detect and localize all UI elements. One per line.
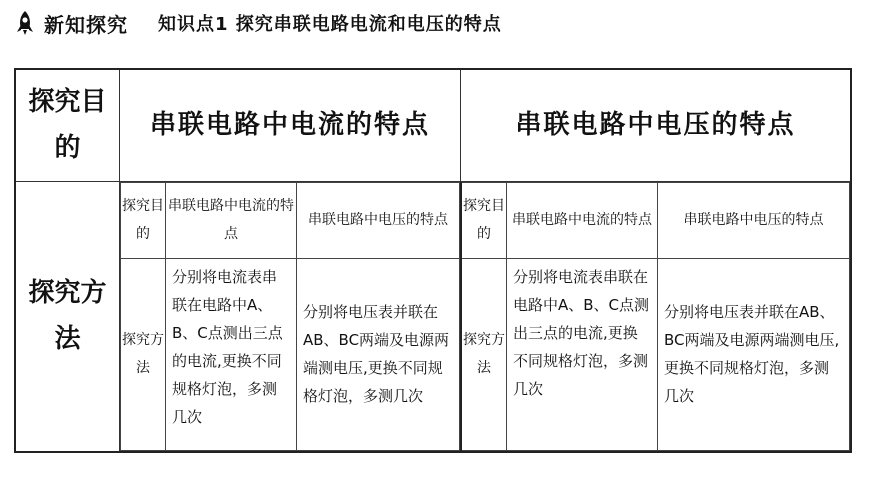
inner-purpose-current: 串联电路中电流的特点 — [166, 182, 297, 258]
inner-label-method: 探究方法 — [121, 258, 166, 450]
nested-area — [120, 181, 852, 452]
table-row-method — [15, 181, 851, 452]
slide-header — [14, 8, 502, 38]
nested-table-right — [460, 182, 850, 451]
inner-label-purpose: 探究目的 — [121, 182, 166, 258]
inner-label-method: 探究方法 — [461, 258, 507, 450]
inner-method-current: 分别将电流表串联在电路中A、B、C点测出三点的电流,更换不同规格灯泡，多测几次 — [507, 258, 658, 450]
header-voltage: 串联电路中电压的特点 — [461, 69, 852, 181]
inner-method-voltage: 分别将电压表并联在AB、BC两端及电源两端测电压,更换不同规格灯泡，多测几次 — [297, 258, 460, 450]
inner-purpose-voltage: 串联电路中电压的特点 — [658, 182, 850, 258]
rocket-icon — [14, 10, 36, 36]
inner-purpose-voltage: 串联电路中电压的特点 — [297, 182, 460, 258]
row-label-method: 探究方法 — [15, 181, 120, 452]
inner-purpose-current: 串联电路中电流的特点 — [507, 182, 658, 258]
nested-table-left — [120, 182, 460, 451]
topic-title: 知识点1 探究串联电路电流和电压的特点 — [158, 14, 502, 35]
row-label-purpose: 探究目的 — [15, 69, 120, 181]
section-title: 新知探究 — [44, 12, 128, 37]
inner-label-purpose: 探究目的 — [461, 182, 507, 258]
comparison-table — [14, 68, 852, 453]
table-row-purpose — [15, 69, 851, 181]
header-current: 串联电路中电流的特点 — [120, 69, 461, 181]
inner-method-voltage: 分别将电压表并联在AB、BC两端及电源两端测电压,更换不同规格灯泡，多测几次 — [658, 258, 850, 450]
inner-method-current: 分别将电流表串联在电路中A、B、C点测出三点的电流,更换不同规格灯泡，多测几次 — [166, 258, 297, 450]
